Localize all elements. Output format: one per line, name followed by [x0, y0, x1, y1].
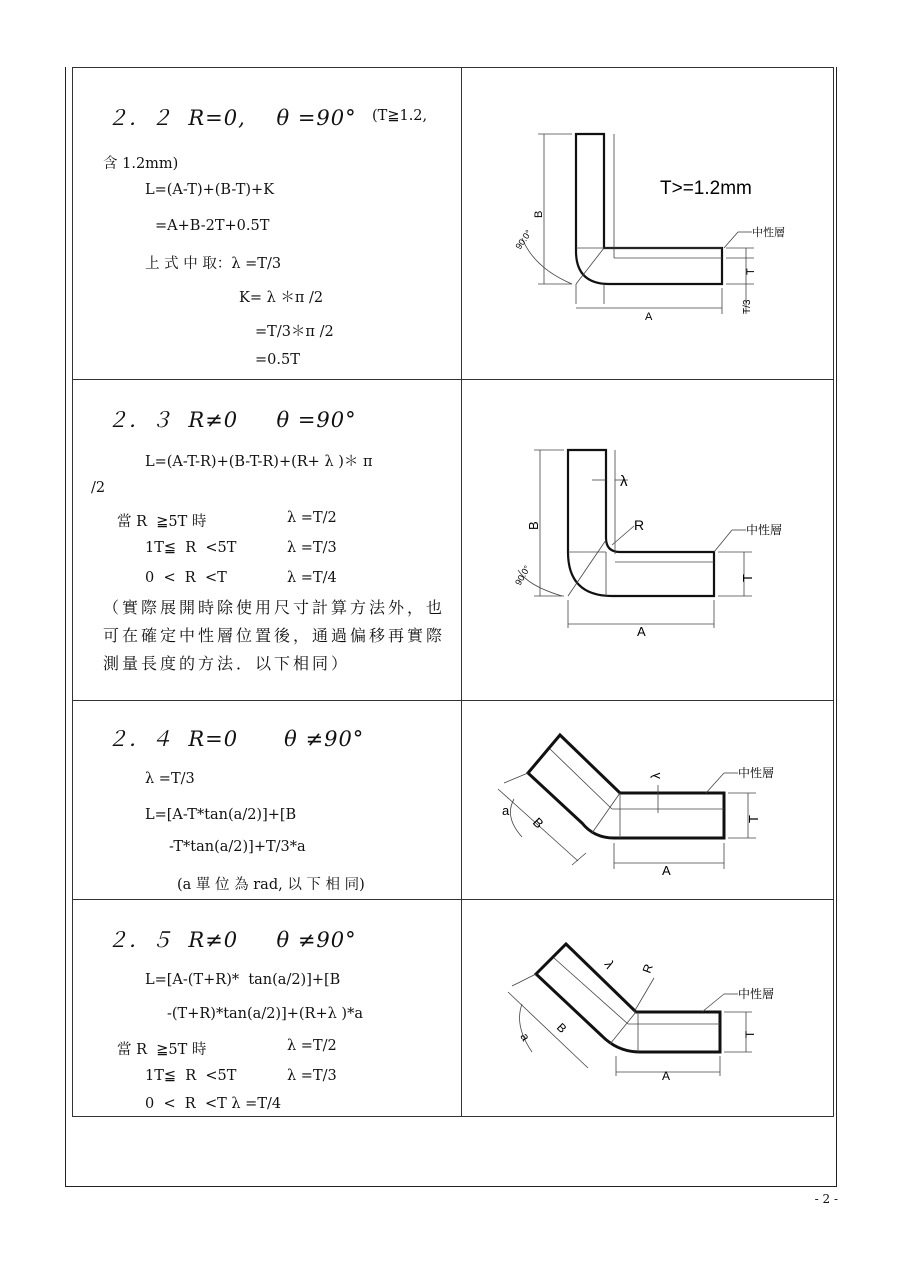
radius-label: R [640, 962, 657, 976]
construction-lines [508, 958, 752, 1076]
neutral-layer-label: 中性層 [746, 523, 783, 537]
condition-text-cont: 含 1.2mm) [103, 156, 179, 172]
outer-border-left [65, 67, 66, 1187]
formula-line: -T*tan(a/2)]+T/3*a [169, 839, 306, 855]
outer-border-right [836, 67, 837, 1187]
formula-line: =0.5T [255, 352, 300, 368]
lambda-label: λ [601, 958, 619, 972]
figure-cell-2-5 [462, 900, 834, 1117]
dim-label-t: T [743, 1030, 758, 1038]
neutral-layer-label: 中性層 [738, 766, 775, 780]
formula-line: 上 式 中 取：λ =T/3 [145, 256, 282, 272]
formula-line: L=(A-T)+(B-T)+K [145, 182, 275, 198]
bend-diagram-2-3 [462, 380, 834, 700]
rule-value: λ =T/2 [287, 1038, 337, 1054]
bend-diagram-2-4 [462, 701, 834, 899]
figure-cell-2-4 [462, 701, 834, 900]
rule-condition: 1T≦ R <5T [145, 1068, 237, 1084]
radius-label: R [634, 517, 645, 533]
part-outline [576, 134, 722, 284]
lambda-label: λ [620, 473, 628, 490]
dim-label-b: B [554, 1020, 570, 1036]
section-title: ２．５ R≠0 θ ≠90° [107, 928, 357, 952]
part-outline [536, 944, 720, 1052]
formula-line: L=[A-T*tan(a/2)]+[B [145, 807, 297, 823]
neutral-layer-label: 中性層 [752, 227, 786, 239]
dim-label-b: B [530, 814, 548, 832]
bend-formula-table [72, 67, 834, 1117]
row-2-2 [73, 68, 834, 380]
bend-diagram-2-2 [462, 68, 834, 379]
rule-condition: 0 < R <T λ =T/4 [145, 1096, 282, 1112]
outer-border-bottom [65, 1186, 837, 1187]
formula-line: =T/3＊π /2 [255, 324, 334, 340]
neutral-layer-label: 中性層 [738, 987, 775, 1001]
formula-line-cont: /2 [91, 480, 106, 496]
rule-condition: 當 R ≧5T 時 [117, 514, 207, 530]
dim-label-a: A [645, 311, 653, 323]
dim-label-b: B [526, 521, 542, 530]
rule-condition: 1T≦ R <5T [145, 540, 237, 556]
thickness-note: T>=1.2mm [660, 178, 753, 199]
dim-label-a: A [662, 1069, 671, 1083]
part-outline [528, 735, 724, 838]
construction-lines [498, 749, 756, 869]
section-title: ２．２ R=0, θ =90° [107, 106, 357, 130]
formula-line: L=(A-T-R)+(B-T-R)+(R+ λ )＊ π [145, 454, 373, 470]
dim-label-b: B [533, 210, 546, 218]
dim-label-t3: T/3 [742, 299, 754, 314]
lambda-label: λ [648, 772, 664, 779]
formula-line: λ =T/3 [145, 771, 195, 787]
formula-cell-2-5 [73, 900, 462, 1117]
rule-condition: 當 R ≧5T 時 [117, 1042, 207, 1058]
construction-lines [518, 450, 752, 628]
dim-label-t: T [745, 268, 758, 275]
figure-cell-2-3 [462, 380, 834, 701]
row-2-5 [73, 900, 834, 1117]
formula-line: L=[A-(T+R)* tan(a/2)]+[B [145, 972, 341, 988]
construction-lines [522, 134, 754, 314]
formula-line: K= λ ＊π /2 [239, 290, 324, 306]
angle-label-a: a [502, 803, 510, 818]
bend-diagram-2-5 [462, 900, 834, 1116]
formula-line: -(T+R)*tan(a/2)]+(R+λ )*a [167, 1006, 363, 1022]
formula-cell-2-4 [73, 701, 462, 900]
angle-label-a: a [517, 1030, 534, 1044]
rule-value: λ =T/2 [287, 510, 337, 526]
formula-cell-2-2 [73, 68, 462, 380]
rule-value: λ =T/3 [287, 1068, 337, 1084]
formula-line: =A+B-2T+0.5T [155, 218, 270, 234]
rule-value: λ =T/4 [287, 570, 337, 586]
figure-cell-2-2 [462, 68, 834, 380]
unit-note: (a 單 位 為 rad, 以 下 相 同) [177, 877, 365, 893]
formula-cell-2-3 [73, 380, 462, 701]
explanation-paragraph: （實際展開時除使用尺寸計算方法外，也可在確定中性層位置後，通過偏移再實際測量長度的方法．以下相同） [103, 598, 446, 673]
section-title: ２．４ R=0 θ ≠90° [107, 727, 365, 751]
page-number: - 2 - [814, 1192, 838, 1206]
rule-value: λ =T/3 [287, 540, 337, 556]
section-title: ２．３ R≠0 θ =90° [107, 408, 357, 432]
rule-condition: 0 < R <T [145, 570, 227, 586]
condition-text: (T≧1.2, [372, 108, 428, 124]
row-2-3 [73, 380, 834, 701]
dim-label-t: T [746, 815, 762, 823]
angle-label: 90.0° [513, 563, 533, 587]
angle-label: 90.0° [513, 228, 535, 252]
dim-label-a: A [637, 624, 647, 639]
dim-label-a: A [662, 863, 672, 878]
row-2-4 [73, 701, 834, 900]
dim-label-t: T [740, 574, 756, 582]
